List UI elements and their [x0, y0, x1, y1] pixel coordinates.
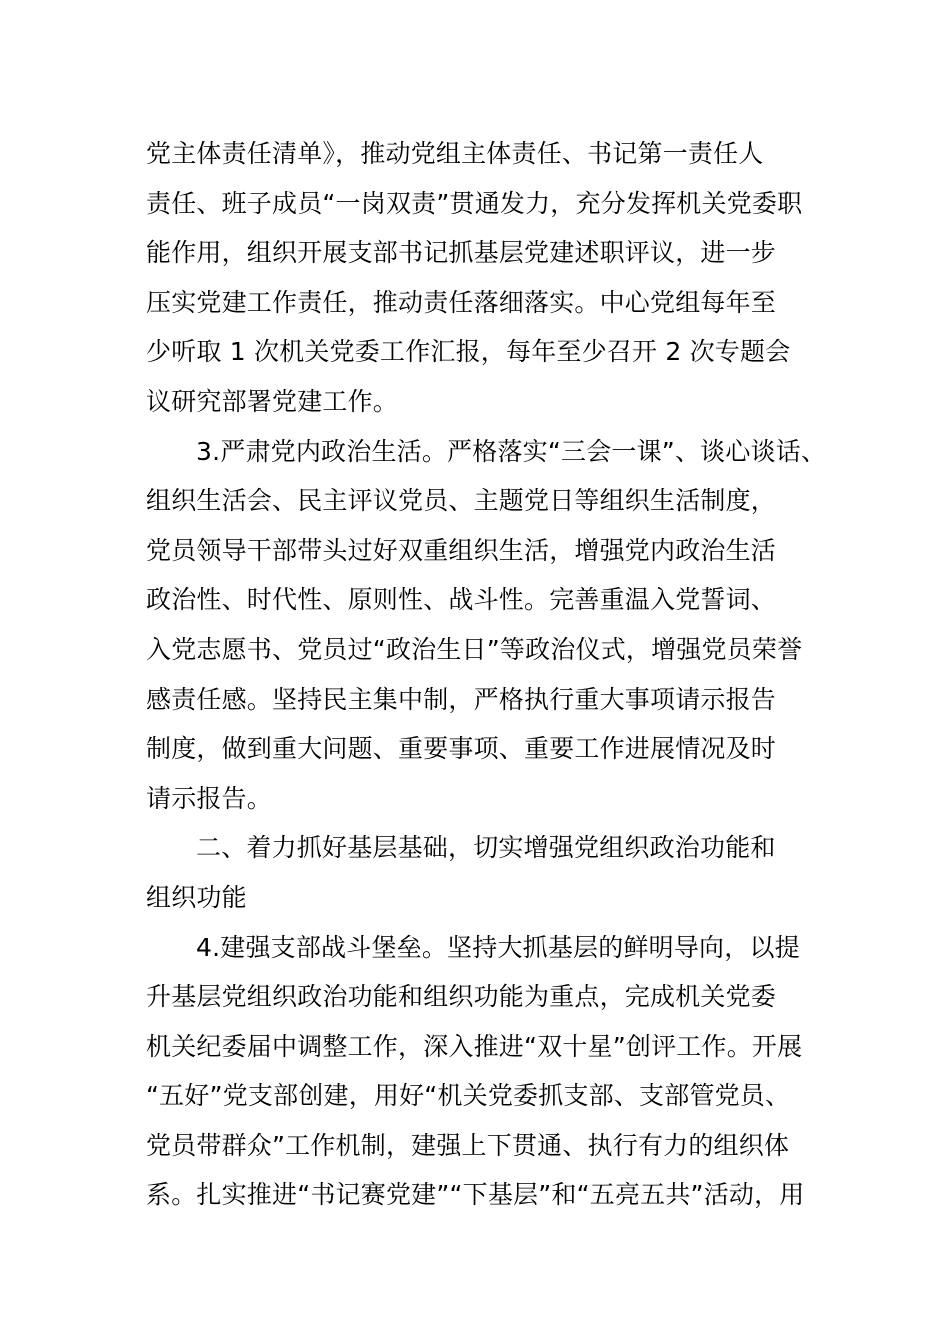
- text-line: 机关纪委届中调整工作，深入推进“双十星”创评工作。开展: [146, 1031, 803, 1061]
- text-line: 升基层党组织政治功能和组织功能为重点，完成机关党委: [146, 982, 777, 1012]
- text-line: 4.建强支部战斗堡垒。坚持大抓基层的鲜明导向，以提: [196, 932, 800, 962]
- text-line: 请示报告。: [146, 783, 273, 813]
- text-line: 制度，做到重大问题、重要事项、重要工作进展情况及时: [146, 734, 777, 764]
- text-line: 系。扎实推进“书记赛党建”“下基层”和“五亮五共”活动，用: [146, 1180, 805, 1210]
- text-line: 议研究部署党建工作。: [146, 386, 399, 416]
- text-line: 责任、班子成员“一岗双责”贯通发力，充分发挥机关党委职: [146, 188, 803, 218]
- text-line: 党员领导干部带头过好双重组织生活，增强党内政治生活: [146, 535, 777, 565]
- text-line: 能作用，组织开展支部书记抓基层党建述职评议，进一步: [146, 238, 777, 268]
- text-line: 党主体责任清单》，推动党组主体责任、书记第一责任人: [146, 139, 764, 168]
- text-line: 政治性、时代性、原则性、战斗性。完善重温入党誓词、: [146, 585, 777, 615]
- text-line: 党员带群众”工作机制，建强上下贯通、执行有力的组织体: [146, 1130, 790, 1160]
- text-line: 3.严肃党内政治生活。严格落实“三会一课”、谈心谈话、: [196, 436, 827, 466]
- text-line: 二、着力抓好基层基础，切实增强党组织政治功能和: [196, 833, 776, 863]
- text-line: 组织功能: [146, 882, 247, 912]
- text-line: 入党志愿书、党员过“政治生日”等政治仪式，增强党员荣誉: [146, 634, 803, 664]
- text-line: “五好”党支部创建，用好“机关党委抓支部、支部管党员、: [146, 1081, 791, 1111]
- text-line: 感责任感。坚持民主集中制，严格执行重大事项请示报告: [146, 684, 777, 714]
- document-body: [146, 129, 826, 1220]
- text-line: 压实党建工作责任，推动责任落细落实。中心党组每年至: [146, 287, 777, 317]
- text-line: 少听取 1 次机关党委工作汇报，每年至少召开 2 次专题会: [146, 337, 791, 367]
- text-line: 组织生活会、民主评议党员、主题党日等组织生活制度，: [146, 486, 777, 516]
